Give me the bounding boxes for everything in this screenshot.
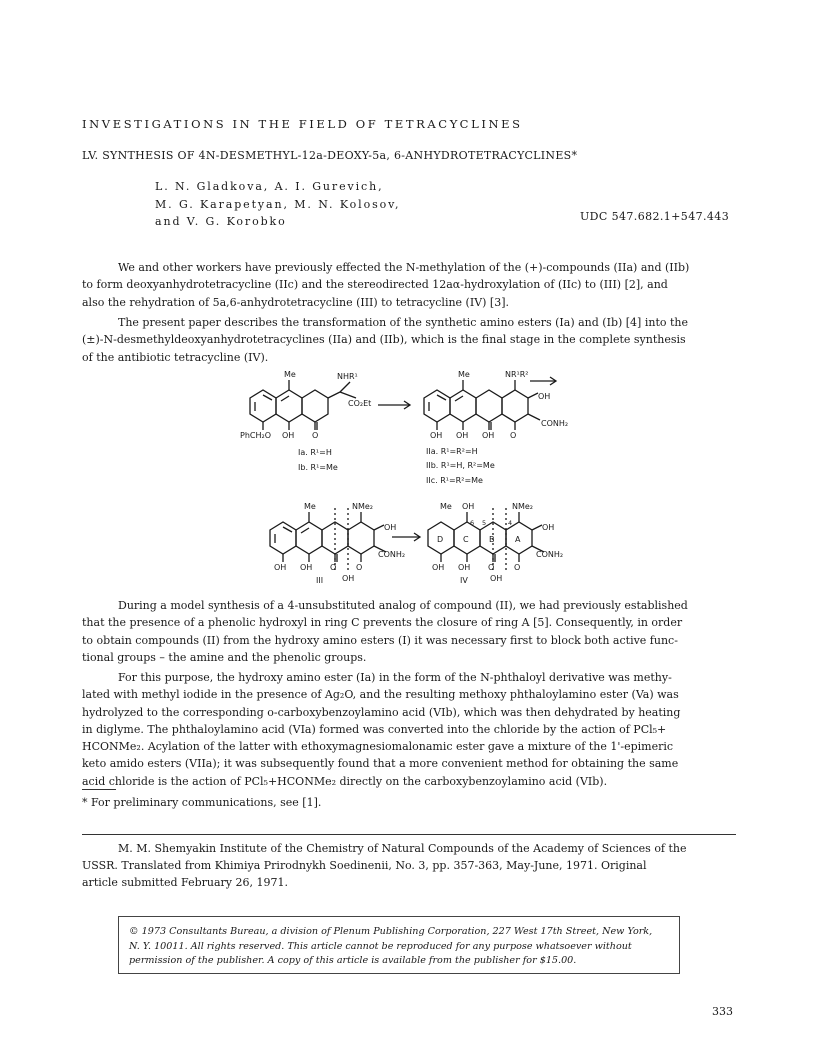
page-number: 333 <box>712 1005 733 1018</box>
label-compound-iv: IV <box>460 576 468 585</box>
text-line: to obtain compounds (II) from the hydroxy amino esters (I) it was necessary first to block both active func- <box>82 633 678 647</box>
label-iia: IIa. R¹=R²=H <box>426 447 478 456</box>
position-5: 5 <box>482 519 487 527</box>
ring-i-right <box>302 390 328 422</box>
author-line: L. N. Gladkova, A. I. Gurevich, <box>155 180 384 193</box>
label-conh2: CONH₂ <box>541 419 569 428</box>
label-oh: OH <box>430 431 443 440</box>
label-oh: OH <box>274 563 287 572</box>
ring-c-label: C <box>463 535 469 544</box>
footnote: * For preliminary communications, see [1]. <box>82 796 322 809</box>
text-line: of the antibiotic tetracycline (IV). <box>82 350 269 364</box>
paragraph-method <box>82 669 738 790</box>
label-nr1r2: NR¹R² <box>505 370 529 379</box>
text-line: For this purpose, the hydroxy amino ester (Ia) in the form of the N-phthaloyl derivative was methy- <box>118 671 672 684</box>
text-line: to form deoxyanhydrotetracycline (IIc) and the stereodirected 12aα-hydroxylation of (IIc) to (III) [2], and <box>82 278 668 292</box>
affiliation-block <box>82 840 738 891</box>
article-title: LV. SYNTHESIS OF 4N-DESMETHYL-12a-DEOXY-5a, 6-ANHYDROTETRACYCLINES* <box>82 149 578 162</box>
ring-iii-4 <box>348 522 374 554</box>
ring-iii-2 <box>296 522 322 554</box>
text-line: lated with methyl iodide in the presence of Ag₂O, and the resulting methoxy phthaloylamino ester (Va) was <box>82 688 679 702</box>
text-line: USSR. Translated from Khimiya Prirodnykh Soedinenii, No. 3, pp. 357-363, May-June, 1971. Original <box>82 859 647 872</box>
label-me: Me <box>458 370 470 379</box>
label-oh: OH <box>462 502 475 511</box>
label-o: O <box>312 431 319 440</box>
label-o: O <box>488 563 495 572</box>
label-oh: OH <box>490 574 503 583</box>
footnote-divider <box>82 789 116 790</box>
text-line: also the rehydration of 5a,6-anhydrotetracycline (III) to tetracycline (IV) [3]. <box>82 295 510 309</box>
text-line: hydrolyzed to the corresponding o-carboxybenzoylamino acid (VIb), which was then dehydrated by heating <box>82 705 681 719</box>
ring-i-mid <box>276 390 302 422</box>
ring-iii-1 <box>270 522 296 554</box>
label-o: O <box>514 563 521 572</box>
label-iib: IIb. R¹=H, R²=Me <box>426 461 495 470</box>
label-oh: OH <box>300 563 313 572</box>
label-oh: OH <box>384 523 397 532</box>
udc-code: UDC 547.682.1+547.443 <box>580 210 730 223</box>
copyright-box <box>118 916 680 974</box>
label-o: O <box>330 563 337 572</box>
label-oh: OH <box>342 574 355 583</box>
label-ia: Ia. R¹=H <box>298 448 332 457</box>
ring-ii-3 <box>476 390 502 422</box>
affiliation-divider <box>82 834 736 835</box>
text-line: in diglyme. The phthaloylamino acid (VIa) formed was converted into the chloride by the action of PCl₅+ <box>82 722 667 736</box>
label-nme2: NMe₂ <box>512 502 534 511</box>
label-oh: OH <box>282 431 295 440</box>
position-6: 6 <box>470 519 475 527</box>
label-nme2: NMe₂ <box>352 502 374 511</box>
label-phch2o: PhCH₂O <box>240 431 271 440</box>
label-o: O <box>510 431 517 440</box>
ring-a-label: A <box>515 535 521 544</box>
label-co2et: CO₂Et <box>348 399 372 408</box>
ring-ii-2 <box>450 390 476 422</box>
text-line: During a model synthesis of a 4-unsubstituted analog of compound (II), we had previously established <box>118 599 688 612</box>
label-oh: OH <box>542 523 555 532</box>
ring-ii-4 <box>502 390 528 422</box>
label-oh: OH <box>538 392 551 401</box>
text-line: M. M. Shemyakin Institute of the Chemistry of Natural Compounds of the Academy of Sciences of the <box>118 842 687 855</box>
label-me: Me <box>284 370 296 379</box>
label-oh: OH <box>456 431 469 440</box>
position-4: 4 <box>508 519 513 527</box>
text-line: permission of the publisher. A copy of this article is available from the publisher for $15.00. <box>129 955 577 966</box>
text-line: that the presence of a phenolic hydroxyl in ring C prevents the closure of ring A [5]. Consequently, in order <box>82 616 683 630</box>
label-nhr: NHR¹ <box>337 372 358 381</box>
label-compound-iii: III <box>316 576 324 585</box>
label-conh2: CONH₂ <box>378 550 406 559</box>
label-o: O <box>356 563 363 572</box>
text-line: tional groups – the amine and the phenolic groups. <box>82 650 367 664</box>
text-line: keto amido esters (VIIa); it was subsequently found that a more convenient method for obtaining the same <box>82 757 679 771</box>
author-line: and V. G. Korobko <box>155 215 287 228</box>
text-line: article submitted February 26, 1971. <box>82 876 288 889</box>
label-oh: OH <box>482 431 495 440</box>
text-line: We and other workers have previously effected the N-methylation of the (+)-compounds (IIa) and (IIb) <box>118 261 690 274</box>
ring-d-label: D <box>437 535 444 544</box>
series-heading: INVESTIGATIONS IN THE FIELD OF TETRACYCLINES <box>82 117 523 131</box>
paragraph-model-synthesis <box>82 597 738 666</box>
label-ib: Ib. R¹=Me <box>298 463 338 472</box>
ring-b-label: B <box>489 535 495 544</box>
text-line: N. Y. 10011. All rights reserved. This article cannot be reproduced for any purpose whatsoever without <box>129 940 632 952</box>
text-line: © 1973 Consultants Bureau, a division of Plenum Publishing Corporation, 227 West 17th Street, New York, <box>129 926 653 937</box>
text-line: The present paper describes the transformation of the synthetic amino esters (Ia) and (Ib) [4] into the <box>118 316 689 329</box>
label-conh2: CONH₂ <box>536 550 564 559</box>
ring-i-left <box>250 390 276 422</box>
text-line: acid chloride is the action of PCl₅+HCONMe₂ directly on the carboxybenzoylamino acid (VIb). <box>82 774 608 788</box>
text-line: (±)-N-desmethyldeoxyanhydrotetracyclines (IIa) and (IIb), which is the final stage in the complete synthesis <box>82 333 686 347</box>
label-me: Me <box>440 502 452 511</box>
label-oh: OH <box>458 563 471 572</box>
label-iic: IIc. R¹=R²=Me <box>426 476 483 485</box>
text-line: HCONMe₂. Acylation of the latter with ethoxymagnesiomalonamic ester gave a mixture of the 1'-epimeric <box>82 740 674 754</box>
author-line: M. G. Karapetyan, M. N. Kolosov, <box>155 197 401 211</box>
label-oh: OH <box>432 563 445 572</box>
label-me: Me <box>304 502 316 511</box>
ring-ii-1 <box>424 390 450 422</box>
